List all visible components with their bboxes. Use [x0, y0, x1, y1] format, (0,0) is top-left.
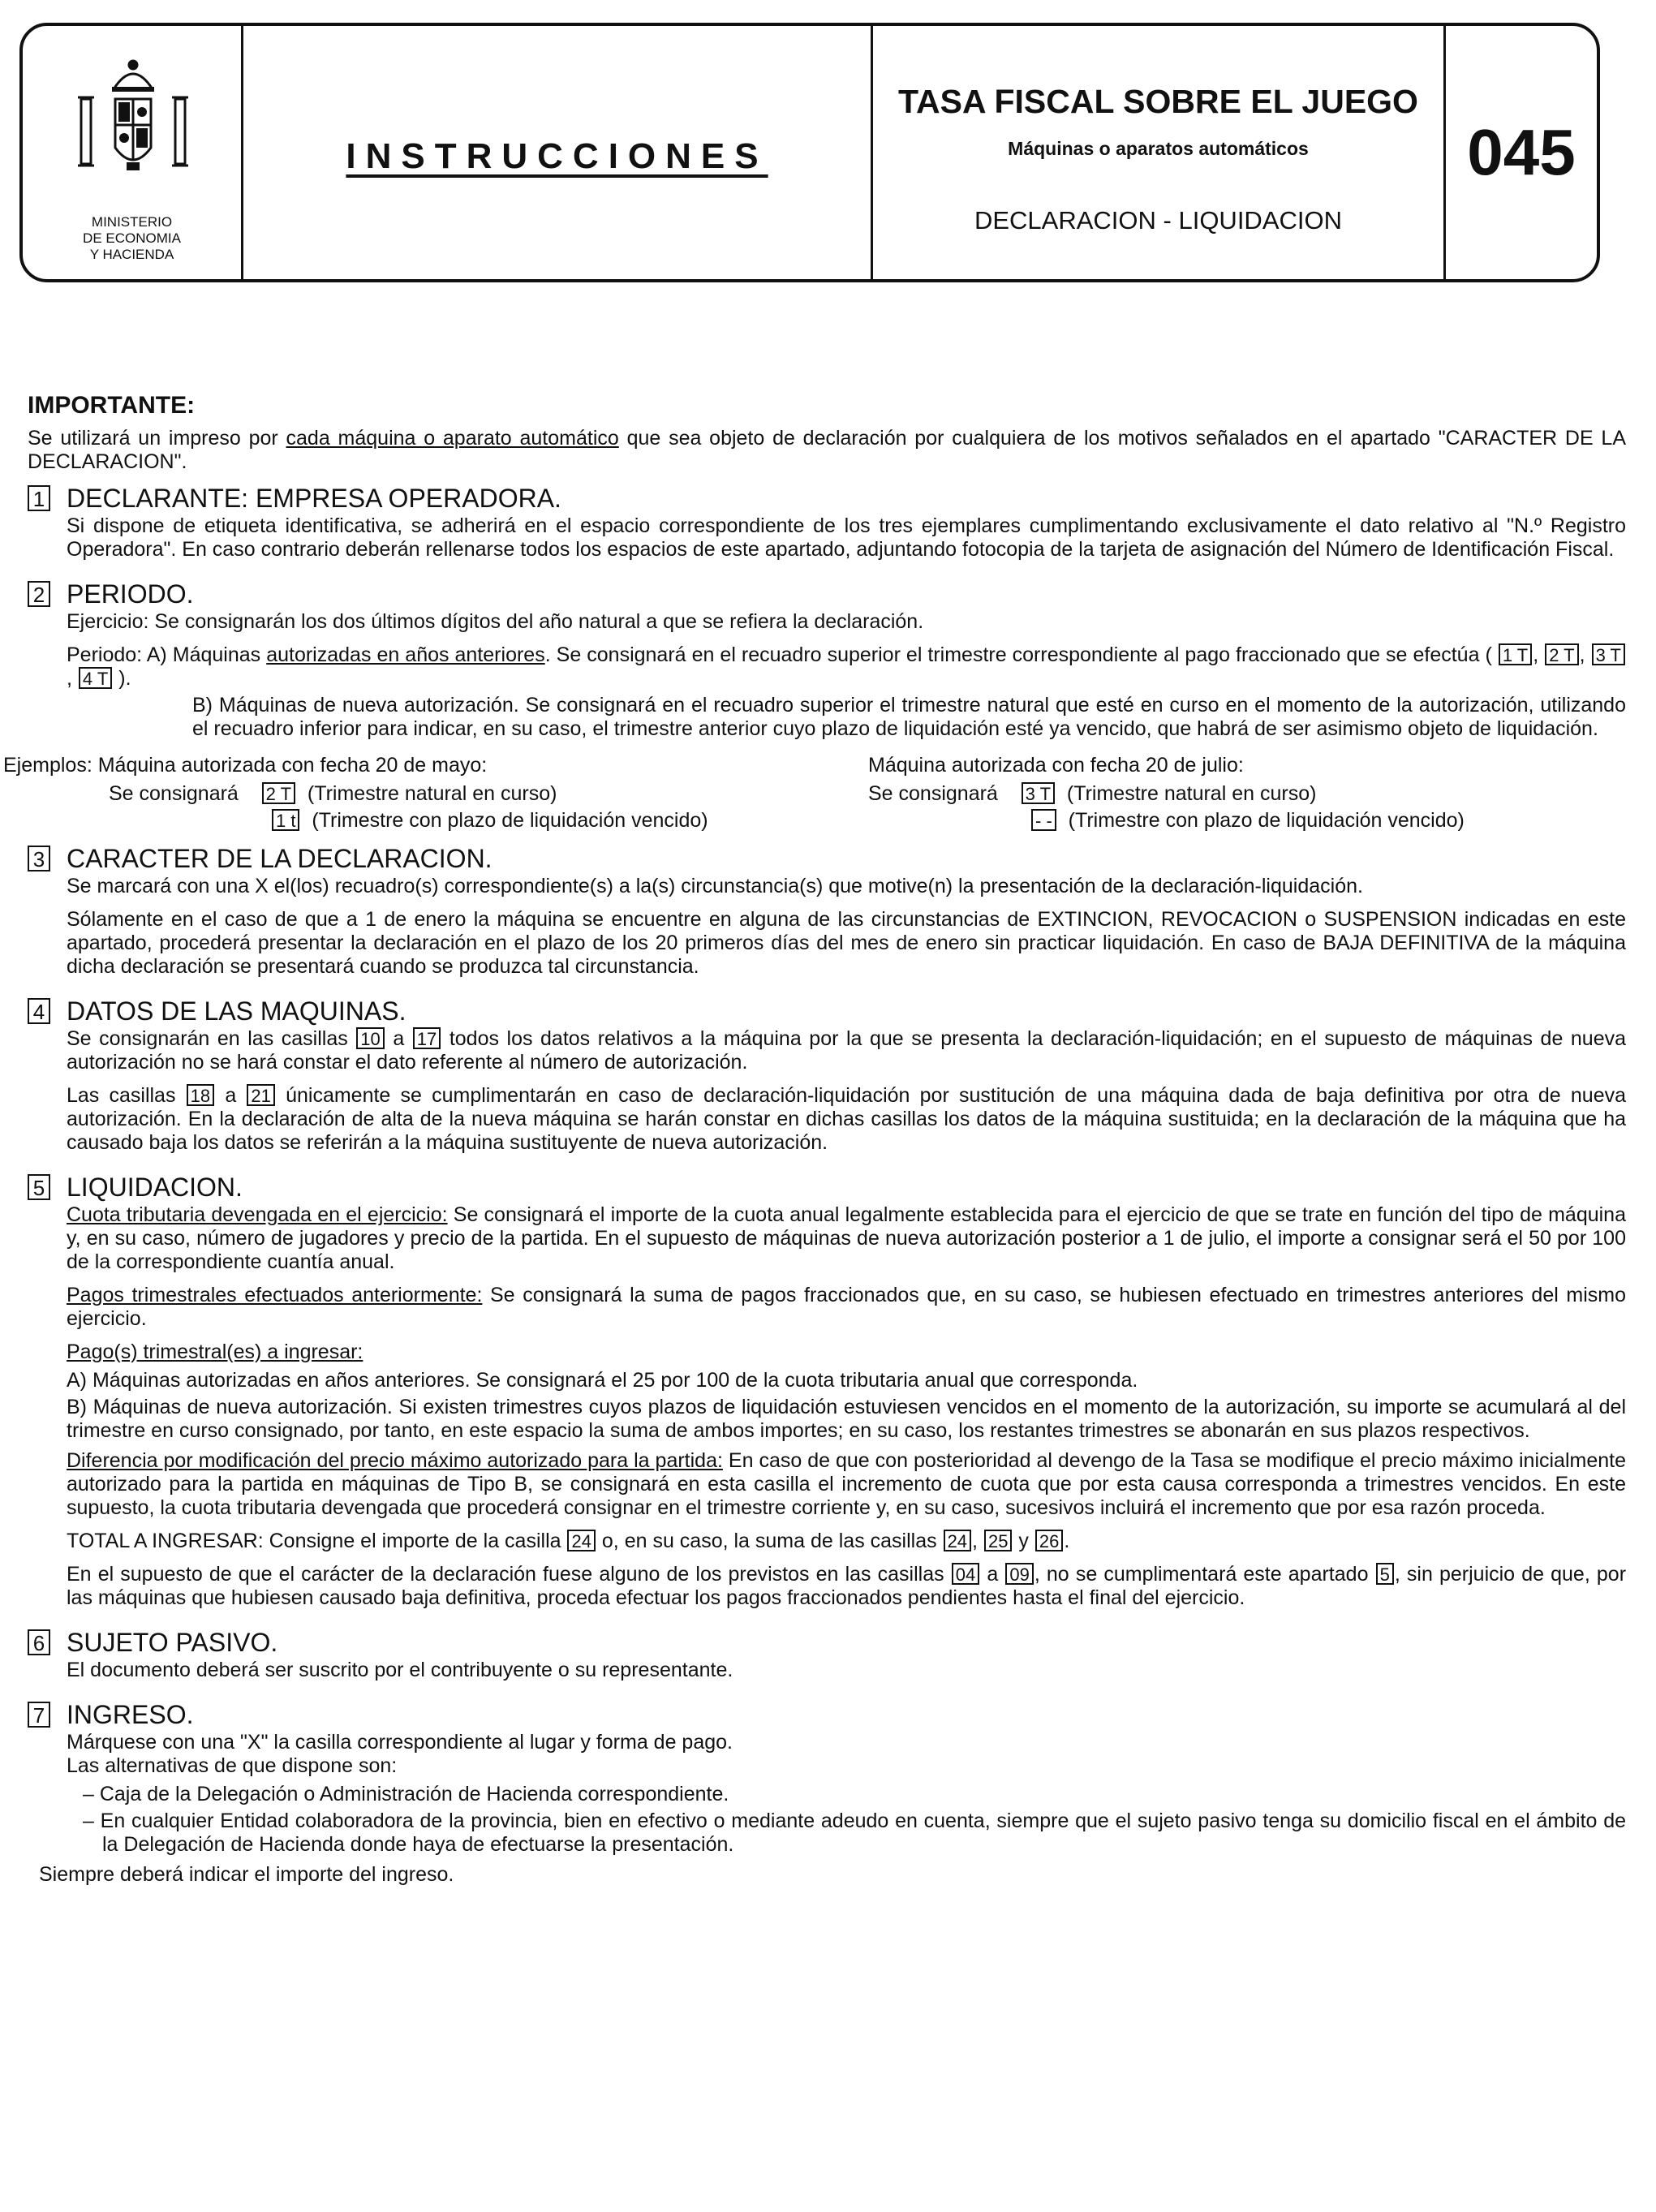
form-subtitle: Máquinas o aparatos automáticos — [1008, 138, 1309, 159]
section-7 — [28, 1700, 1626, 1863]
form-code: 045 — [1467, 116, 1576, 188]
section-1 — [28, 484, 1626, 571]
periodo-a-text: Periodo: A) Máquinas autorizadas en años anteriores. Se consignará en el recuadro superior el trimestre correspondiente al pago fraccionado que se efectúa ( 1 T , 2 T , 3 T, 4 T ). — [67, 643, 1626, 691]
periodo-b-text: B) Máquinas de nueva autorización. Se consignará en el recuadro superior el trimestre natural que esté en curso en el momento de la autorización, utilizando el recuadro inferior para indicar, en su caso, el trimestre anterior cuyo plazo de liquidación esté ya vencido, que habrá de ser asimismo objeto de liquidación. — [192, 694, 1626, 740]
form-title-cell — [873, 26, 1446, 279]
section-text: Las alternativas de que dispone son: — [67, 1754, 398, 1777]
section-2 — [28, 579, 1626, 751]
payment-options-list — [83, 1783, 1626, 1857]
example-box: 3 T — [1022, 782, 1055, 804]
instructions-body — [3, 392, 1627, 1887]
quarter-box: 3 T — [1592, 643, 1625, 665]
ministry-logo-cell — [23, 26, 243, 279]
field-box: 25 — [984, 1530, 1012, 1551]
example-right-title: Máquina autorizada con fecha 20 de julio: — [868, 754, 1244, 777]
example-box: 1 t — [272, 809, 299, 831]
section-number: 7 — [28, 1702, 50, 1728]
section-text: Las casillas 18 a 21 únicamente se cumplimentarán en caso de declaración-liquidación por sustitución de una máquina dada de baja definitiva por otra de nueva autorización. En la declaración de alta de la nueva máquina se harán constar en dichas casillas los datos de la máquina sustituida; en la declaración de la máquina que ha causado baja los datos se referirán a la máquina sustituyente de nueva autorización. — [67, 1084, 1627, 1154]
section-text: Si dispone de etiqueta identificativa, se adherirá en el espacio correspondiente de los tres ejemplares cumplimentando exclusivamente el dato relativo al "N.º Registro Operadora". En caso contrario deberán rellenarse todos los espacios de este apartado, adjuntando fotocopia de la tarjeta de asignación del Número de Identificación Fiscal. — [67, 514, 1626, 561]
list-item: A) Máquinas autorizadas en años anteriores. Se consignará el 25 por 100 de la cuota tributaria anual que corresponda. — [67, 1369, 1138, 1392]
ministry-name — [23, 214, 241, 263]
ministry-line-2: DE ECONOMIA — [83, 230, 181, 246]
quarter-box: 1 T — [1499, 643, 1532, 665]
example-right: Máquina autorizada con fecha 20 de julio: Se consignará 3 T (Trimestre natural en curso) - - (Trimestre con plazo de liquidación vencido) — [815, 754, 1626, 836]
important-text: Se utilizará un impreso por cada máquina o aparato automático que sea objeto de declaración por cualquiera de los motivos señalados en el apartado "CARACTER DE LA DECLARACION". — [28, 427, 1626, 473]
field-box: 24 — [567, 1530, 595, 1551]
section-5 — [28, 1173, 1626, 1620]
list-item: B) Máquinas de nueva autorización. Si existen trimestres cuyos plazos de liquidación estuviesen vencidos en el momento de la autorización, su importe se acumulará al del trimestre en curso consignado, por tanto, en este espacio la suma de ambos importes; en su caso, los restantes trimestres se abonarán en sus plazos respectivos. — [67, 1396, 1626, 1442]
quarter-box: 2 T — [1545, 643, 1578, 665]
field-box: 04 — [952, 1563, 979, 1585]
pago-list — [67, 1369, 1626, 1443]
form-title: TASA FISCAL SOBRE EL JUEGO — [898, 83, 1418, 120]
instructions-cell — [243, 26, 873, 279]
form-type: DECLARACION - LIQUIDACION — [974, 206, 1342, 235]
total-text: TOTAL A INGRESAR: Consigne el importe de la casilla 24 o, en su caso, la suma de las casillas 24 , 25 y 26 . — [67, 1530, 1070, 1552]
coat-of-arms-icon — [65, 50, 201, 209]
section-text: El documento deberá ser suscrito por el contribuyente o su representante. — [67, 1659, 733, 1681]
field-box: 26 — [1035, 1530, 1063, 1551]
section-number: 3 — [28, 846, 50, 871]
section-3 — [28, 844, 1626, 988]
section-4 — [28, 996, 1626, 1164]
instructions-title: INSTRUCCIONES — [346, 136, 768, 176]
ejercicio-text: Ejercicio: Se consignarán los dos últimos dígitos del año natural a que se refiera la declaración. — [67, 610, 924, 633]
important-title: IMPORTANTE: — [28, 392, 196, 419]
quarter-box: 4 T — [79, 667, 112, 689]
list-item: – En cualquier Entidad colaboradora de la provincia, bien en efectivo o mediante adeudo en cuenta, siempre que el sujeto pasivo tenga su domicilio fiscal en el ámbito de la Delegación de Hacienda donde haya de efectuarse la presentación. — [83, 1810, 1626, 1856]
section-title: DATOS DE LAS MAQUINAS. — [67, 996, 406, 1026]
field-box: 5 — [1376, 1563, 1394, 1585]
section-text: Se consignarán en las casillas 10 a 17 todos los datos relativos a la máquina por la que se presenta la declaración-liquidación; en el supuesto de máquinas de nueva autorización no se hará constar el dato referente al número de autorización. — [67, 1027, 1627, 1074]
field-box: 10 — [356, 1027, 384, 1049]
ministry-line-1: MINISTERIO — [91, 214, 173, 230]
example-left: Ejemplos: Máquina autorizada con fecha 20 de mayo: Se consignará 2 T (Trimestre natural en curso) 1 t (Trimestre con plazo de liquidación vencido) — [3, 754, 815, 836]
section-number: 6 — [28, 1629, 50, 1655]
form-header — [19, 23, 1600, 282]
section-number: 4 — [28, 998, 50, 1024]
section-number: 2 — [28, 581, 50, 607]
example-left-title: Ejemplos: Máquina autorizada con fecha 20 de mayo: — [3, 754, 488, 777]
field-box: 09 — [1005, 1563, 1033, 1585]
field-box: 24 — [944, 1530, 971, 1551]
section-text: Sólamente en el caso de que a 1 de enero la máquina se encuentre en alguna de las circunstancias de EXTINCION, REVOCACION o SUSPENSION indicadas en este apartado, procederá presentar la declaración en el plazo de los 20 primeros días del mes de enero sin practicar liquidación. En caso de BAJA DEFINITIVA de la máquina dicha declaración se presentará cuando se produzca tal circunstancia. — [67, 908, 1626, 978]
section-text: Márquese con una "X" la casilla correspondiente al lugar y forma de pago. — [67, 1731, 733, 1754]
section-title: INGRESO. — [67, 1700, 194, 1729]
supuesto-text: En el supuesto de que el carácter de la declaración fuese alguno de los previstos en las casillas 04 a 09 , no se cumplimentará este apartado 5 , sin perjuicio de que, por las máquinas que hubiesen causado baja definitiva, proceda efectuar los pagos fraccionados pendientes hasta el final del ejercicio. — [67, 1563, 1627, 1609]
field-box: 17 — [413, 1027, 441, 1049]
section-title: LIQUIDACION. — [67, 1173, 243, 1202]
section-6 — [28, 1628, 1626, 1692]
section-title: SUJETO PASIVO. — [67, 1628, 278, 1657]
section-number: 1 — [28, 485, 50, 511]
example-box: 2 T — [262, 782, 295, 804]
section-title: PERIODO. — [67, 579, 194, 609]
list-item: – Caja de la Delegación o Administración de Hacienda correspondiente. — [83, 1783, 729, 1805]
diferencia-text: Diferencia por modificación del precio máximo autorizado para la partida: En caso de que con posterioridad al devengo de la Tasa se modifique el precio máximo inicialmente autorizado para la partida en máquinas de Tipo B, se consignará en esta casilla el incremento de cuota que por esta causa corresponda a trimestres vencidos. En este supuesto, la cuota tributaria devengada que procederá consignar en el trimestre corriente y, en su caso, sucesivos incluirá el incremento que por esa razón proceda. — [67, 1449, 1626, 1519]
section-title: DECLARANTE: EMPRESA OPERADORA. — [67, 484, 561, 513]
section-number: 5 — [28, 1174, 50, 1200]
section-title: CARACTER DE LA DECLARACION. — [67, 844, 492, 873]
pago-ingresar-title: Pago(s) trimestral(es) a ingresar: — [67, 1341, 363, 1363]
final-note: Siempre deberá indicar el importe del ingreso. — [39, 1863, 454, 1886]
ministry-line-3: Y HACIENDA — [89, 247, 174, 262]
examples — [3, 754, 1626, 836]
example-box: - - — [1031, 809, 1056, 831]
section-text: Se marcará con una X el(los) recuadro(s) correspondiente(s) a la(s) circunstancia(s) que motive(n) la presentación de la declaración-liquidación. — [67, 875, 1363, 897]
field-box: 21 — [247, 1084, 274, 1106]
cuota-text: Cuota tributaria devengada en el ejercicio: Se consignará el importe de la cuota anual legalmente establecida para el ejercicio de que se trate en función del tipo de máquina y, en su caso, número de jugadores y precio de la partida. En el supuesto de máquinas de nueva autorización posterior a 1 de julio, el importe a consignar será el 50 por 100 de la correspondiente cuantía anual. — [67, 1203, 1626, 1273]
field-box: 18 — [187, 1084, 214, 1106]
pagos-text: Pagos trimestrales efectuados anteriormente: Se consignará la suma de pagos fraccionados que, en su caso, se hubiesen efectuado en trimestres anteriores del mismo ejercicio. — [67, 1284, 1627, 1330]
